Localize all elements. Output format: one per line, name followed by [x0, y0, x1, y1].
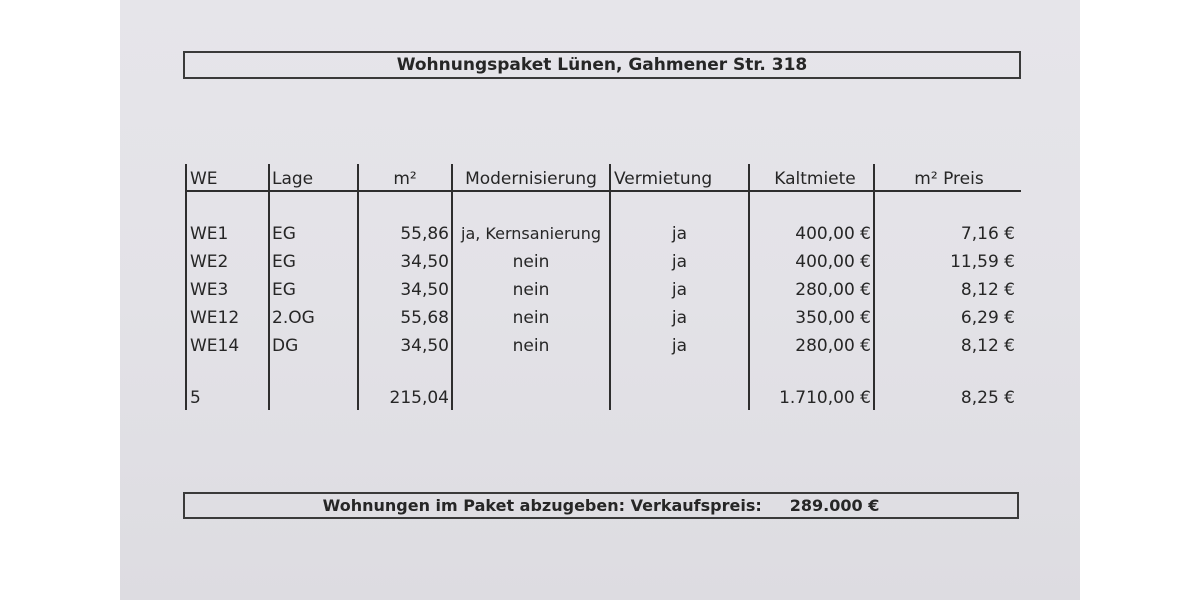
row-2-we: WE2 [190, 252, 229, 272]
total-area: 215,04 [389, 388, 449, 408]
col-divider-7 [873, 164, 875, 410]
col-divider-1 [185, 164, 187, 410]
header-m2: m² [393, 169, 417, 189]
row-1-we: WE1 [190, 224, 229, 244]
row-5-lage: DG [272, 336, 299, 356]
row-1-m2-preis: 7,16 € [960, 224, 1015, 244]
row-2-kaltmiete: 400,00 € [795, 252, 871, 272]
row-5-modernisierung: nein [512, 336, 550, 356]
row-3-m2-preis: 8,12 € [960, 280, 1015, 300]
total-price-per-m2: 8,25 € [960, 388, 1015, 408]
row-1-lage: EG [272, 224, 296, 244]
row-3-m2: 34,50 [400, 280, 449, 300]
sale-price-label: Wohnungen im Paket abzugeben: Verkaufspreis: [322, 496, 762, 515]
row-2-vermietung: ja [671, 252, 688, 272]
row-4-m2: 55,68 [400, 308, 449, 328]
row-3-vermietung: ja [671, 280, 688, 300]
row-5-m2-preis: 8,12 € [960, 336, 1015, 356]
row-1-kaltmiete: 400,00 € [795, 224, 871, 244]
row-3-kaltmiete: 280,00 € [795, 280, 871, 300]
header-kaltmiete: Kaltmiete [774, 169, 856, 189]
title-box [183, 51, 1021, 79]
row-3-we: WE3 [190, 280, 229, 300]
sale-price-value: 289.000 € [789, 496, 880, 515]
header-vermietung: Vermietung [614, 169, 713, 189]
total-count: 5 [190, 388, 201, 408]
row-1-modernisierung: ja, Kernsanierung [461, 224, 601, 243]
row-5-kaltmiete: 280,00 € [795, 336, 871, 356]
header-m2-preis: m² Preis [914, 169, 984, 189]
header-modernisierung: Modernisierung [465, 169, 597, 189]
document-title: Wohnungspaket Lünen, Gahmener Str. 318 [396, 55, 808, 75]
header-underline [185, 190, 1021, 192]
row-5-m2: 34,50 [400, 336, 449, 356]
row-3-lage: EG [272, 280, 296, 300]
row-1-vermietung: ja [671, 224, 688, 244]
row-2-modernisierung: nein [512, 252, 550, 272]
row-2-m2-preis: 11,59 € [950, 252, 1015, 272]
row-4-we: WE12 [190, 308, 240, 328]
row-5-we: WE14 [190, 336, 240, 356]
row-4-vermietung: ja [671, 308, 688, 328]
header-we: WE [190, 169, 218, 189]
row-3-modernisierung: nein [512, 280, 550, 300]
row-2-lage: EG [272, 252, 296, 272]
row-4-kaltmiete: 350,00 € [795, 308, 871, 328]
row-2-m2: 34,50 [400, 252, 449, 272]
header-lage: Lage [272, 169, 314, 189]
row-4-lage: 2.OG [272, 308, 315, 328]
total-rent: 1.710,00 € [779, 388, 871, 408]
row-4-modernisierung: nein [512, 308, 550, 328]
row-5-vermietung: ja [671, 336, 688, 356]
row-4-m2-preis: 6,29 € [960, 308, 1015, 328]
col-divider-2 [268, 164, 270, 410]
row-1-m2: 55,86 [400, 224, 449, 244]
sale-price-box [183, 492, 1019, 519]
